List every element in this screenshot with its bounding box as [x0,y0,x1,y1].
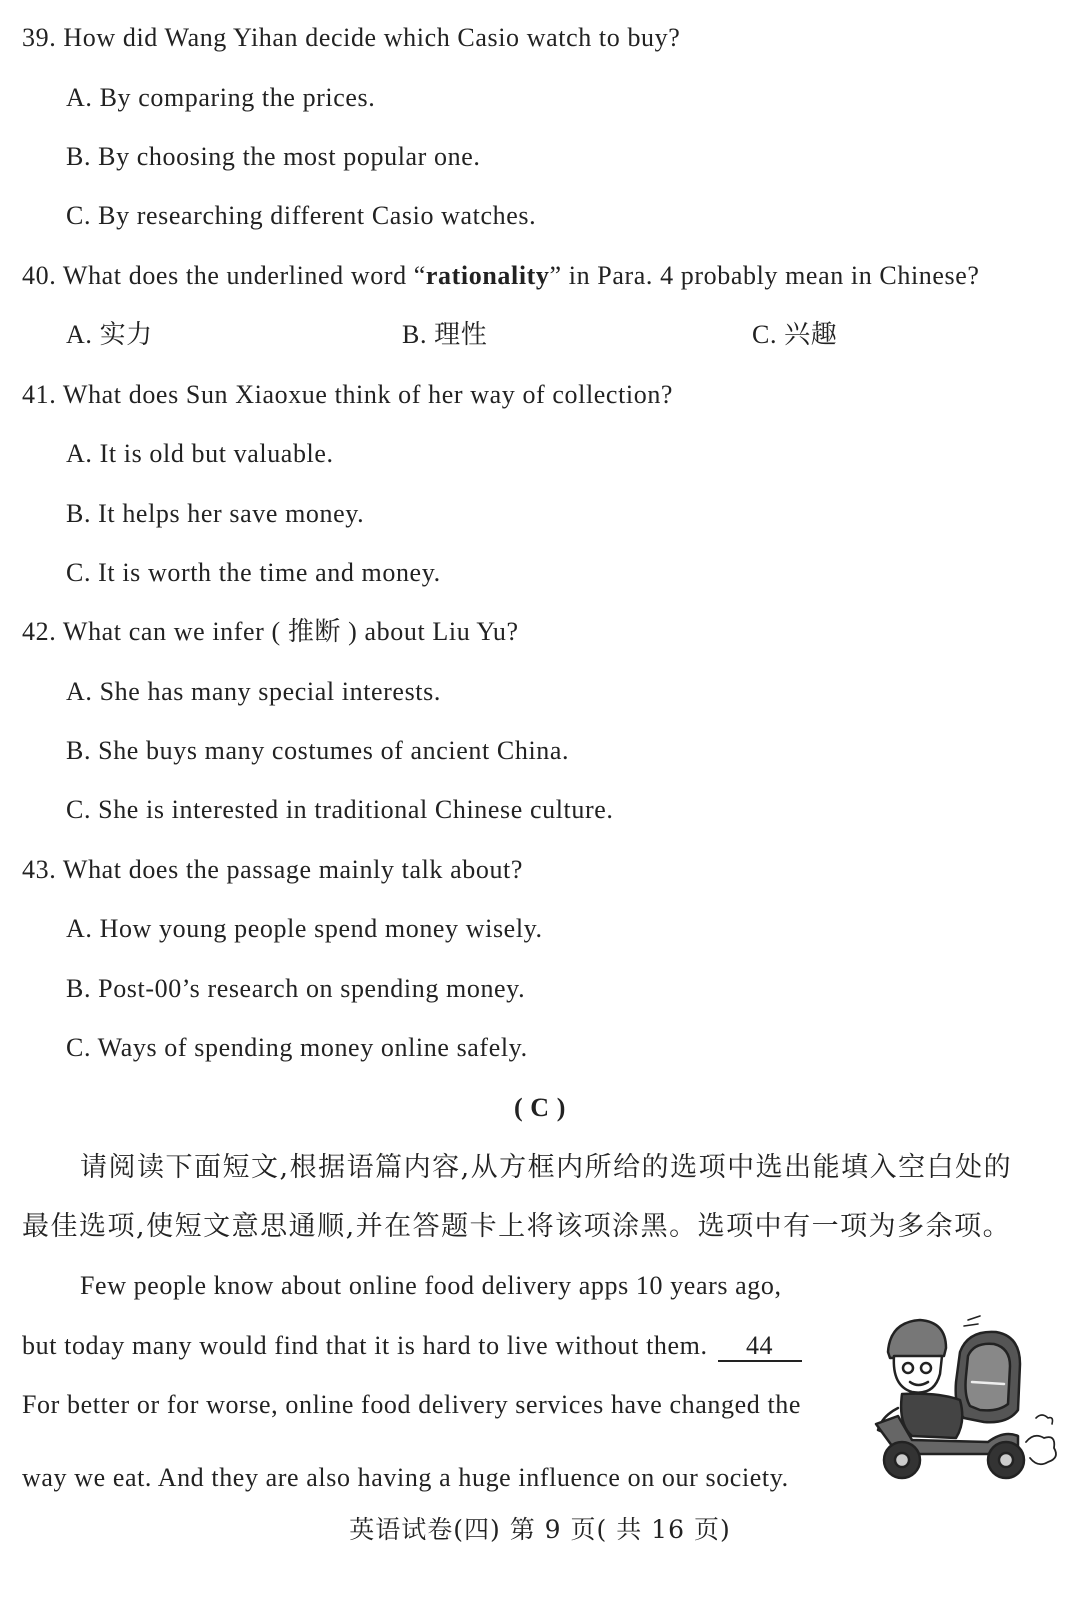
question-43-option-b: B. Post-00’s research on spending money. [66,974,526,1003]
question-39-stem: 39. How did Wang Yihan decide which Casio watch to buy? [22,23,681,52]
section-c-heading: ( C ) [513,1093,567,1122]
delivery-rider-on-scooter-icon [868,1312,1064,1482]
question-42-option-c: C. She is interested in traditional Chinese culture. [66,795,614,824]
question-41-stem: 41. What does Sun Xiaoxue think of her way of collection? [22,380,674,409]
question-42-option-b: B. She buys many costumes of ancient China. [66,736,570,765]
question-40-stem-end: ” in Para. 4 probably mean in Chinese? [549,261,980,290]
question-40-stem [22,260,980,292]
passage-line-3: For better or for worse, online food delivery services have changed the [22,1390,802,1419]
question-43-option-a: A. How young people spend money wisely. [66,914,543,943]
question-39-option-c: C. By researching different Casio watches. [66,201,537,230]
question-40-option-a: A. 实力 [66,320,153,349]
question-39-option-b: B. By choosing the most popular one. [66,142,481,171]
passage-line-1: Few people know about online food delivery apps 10 years ago, [80,1271,782,1300]
question-41-option-a: A. It is old but valuable. [66,439,334,468]
question-42-stem: 42. What can we infer ( 推断 ) about Liu Yu? [22,617,519,646]
question-40-keyword: rationality [425,261,550,290]
question-41-option-b: B. It helps her save money. [66,499,365,528]
passage-line-2 [22,1330,802,1362]
question-43-stem: 43. What does the passage mainly talk about? [22,855,524,884]
section-c-instruction-line-1: 请阅读下面短文,根据语篇内容,从方框内所给的选项中选出能填入空白处的 [80,1152,1013,1183]
question-40-option-b: B. 理性 [402,320,488,349]
section-c-instruction-line-2: 最佳选项,使短文意思通顺,并在答题卡上将该项涂黑。选项中有一项为多余项。 [22,1211,1012,1242]
question-42-option-a: A. She has many special interests. [66,677,441,706]
passage-line-4: way we eat. And they are also having a huge influence on our society. [22,1463,789,1492]
delivery-rider-drawing [868,1312,1064,1482]
passage-line-2-text: but today many would find that it is hard to live without them. [22,1331,708,1360]
page-footer: 英语试卷(四) 第 9 页( 共 16 页) [349,1515,731,1544]
question-40-option-c: C. 兴趣 [752,320,838,349]
question-41-option-c: C. It is worth the time and money. [66,558,441,587]
blank-44[interactable]: 44 [718,1332,802,1362]
question-43-option-c: C. Ways of spending money online safely. [66,1033,528,1062]
question-39-option-a: A. By comparing the prices. [66,83,376,112]
question-40-stem-start: 40. What does the underlined word “ [22,261,426,290]
